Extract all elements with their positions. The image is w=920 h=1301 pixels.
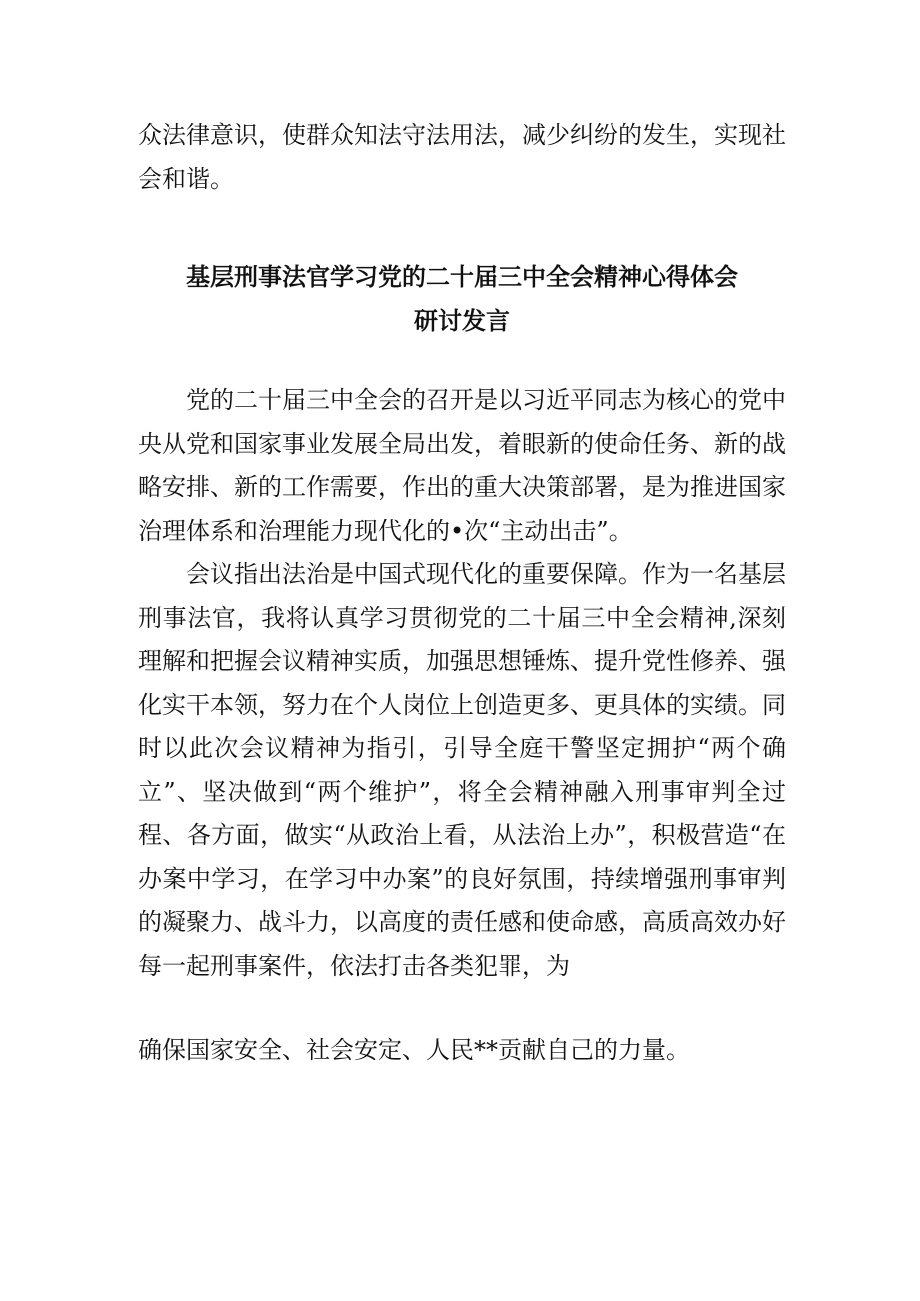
tail-paragraph [138,1029,786,1073]
body-paragraph-1: 党的二十届三中全会的召开是以习近平同志为核心的党中央从党和国家事业发展全局出发，着眼新的使命任务、新的战略安排、新的工作需要，作出的重大决策部署，是为推进国家治理体系和治理能力现代化的•次“主动出击”。 [138,386,786,545]
intro-text: 众法律意识，使群众知法守法用法，减少纠纷的发生，实现社会和谐。 [138,121,786,193]
intro-paragraph [138,114,786,201]
title-line-2: 研讨发言 [414,307,510,335]
title-line-1: 基层刑事法官学习党的二十届三中全会精神心得体会 [186,263,738,291]
body-section [138,379,786,988]
body-paragraph-2: 会议指出法治是中国式现代化的重要保障。作为一名基层刑事法官，我将认真学习贯彻党的二十届三中全会精神,深刻理解和把握会议精神实质，加强思想锤炼、提升党性修养、强化实干本领，努力在个人岗位上创造更多、更具体的实绩。同时以此次会议精神为指引，引导全庭干警坚定拥护“两个确立”、坚决做到“两个维护”，将全会精神融入刑事审判全过程、各方面，做实“从政治上看，从法治上办”，积极营造“在办案中学习，在学习中办案”的良好氛围，持续增强刑事审判的凝聚力、战斗力，以高度的责任感和使命感，高质高效办好每一起刑事案件，依法打击各类犯罪，为 [138,560,786,980]
tail-text: 确保国家安全、社会安定、人民**贡献自己的力量。 [138,1036,690,1064]
document-title [138,255,786,343]
